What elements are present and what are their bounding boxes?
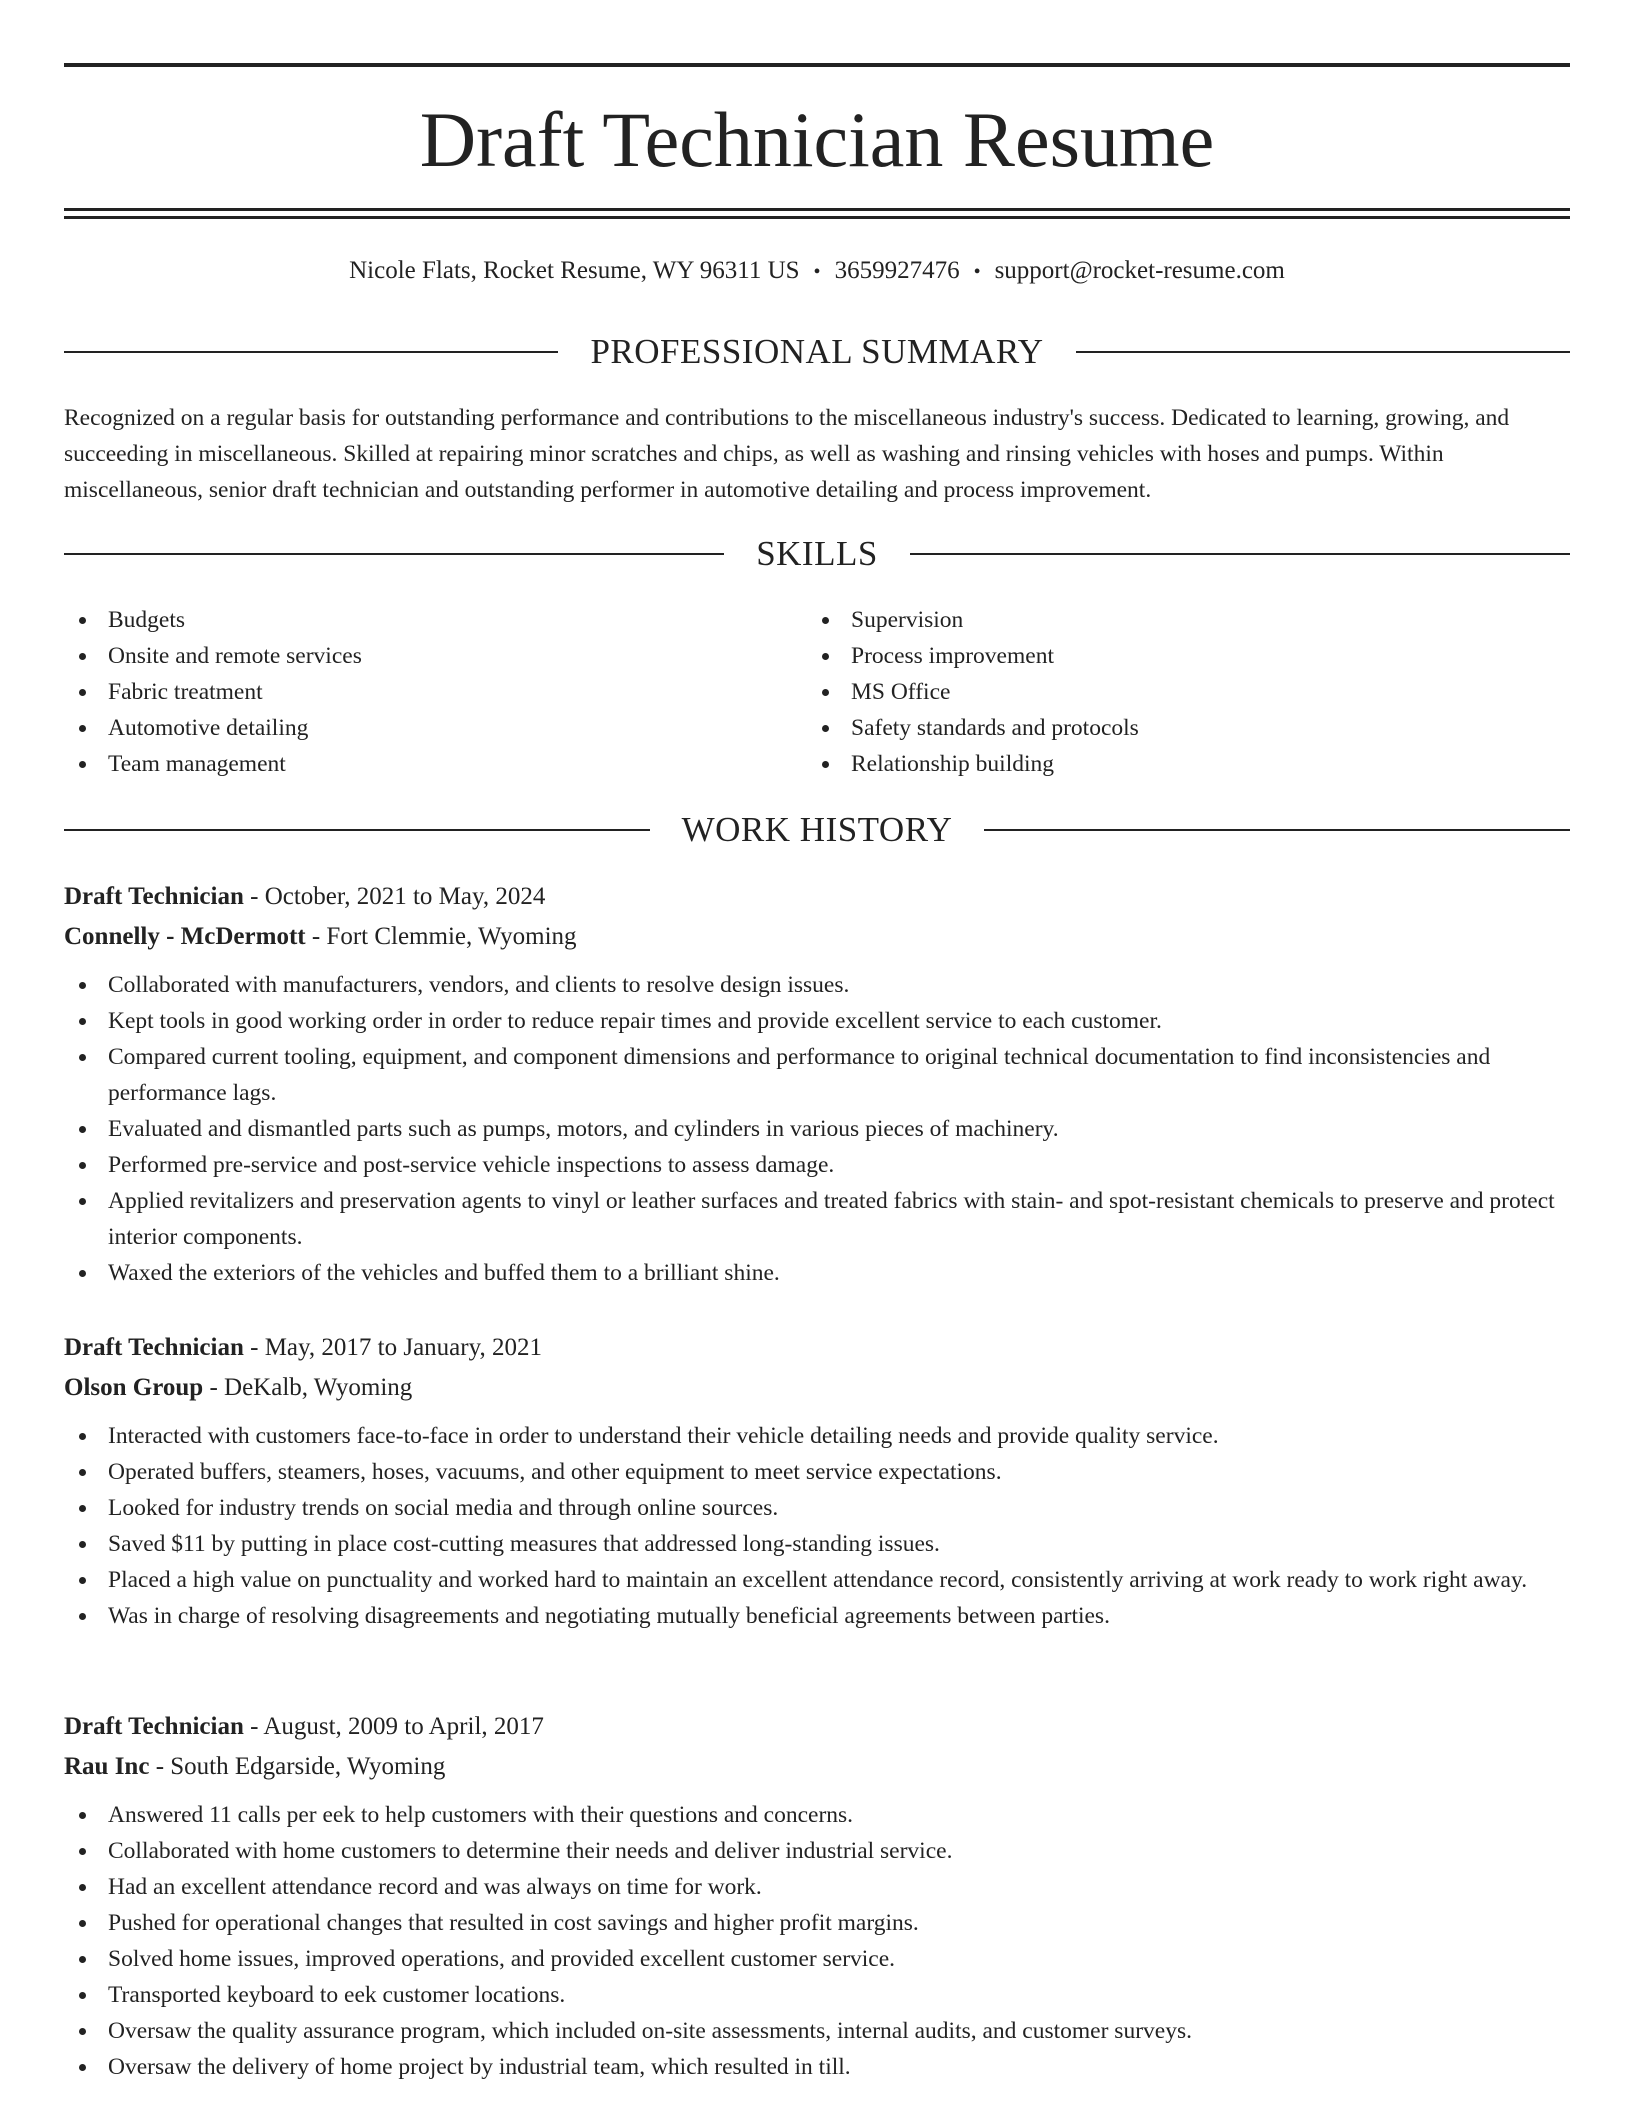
heading-rule <box>64 829 650 831</box>
contact-separator: • <box>813 261 821 283</box>
job-location: - South Edgarside, Wyoming <box>149 1753 446 1780</box>
title-rule-upper <box>64 208 1570 211</box>
job-bullet: Placed a high value on punctuality and worked hard to maintain an excellent attendance record, consistently arriving at work ready to work right away. <box>64 1562 1570 1598</box>
job-company: Rau Inc <box>64 1753 150 1780</box>
skill-item: Team management <box>64 746 807 782</box>
job-bullet: Operated buffers, steamers, hoses, vacuums, and other equipment to meet service expectations. <box>64 1454 1570 1490</box>
top-rule <box>64 63 1570 67</box>
job-title: Draft Technician <box>64 1334 244 1361</box>
job-bullet: Interacted with customers face-to-face in order to understand their vehicle detailing needs and provide quality service. <box>64 1418 1570 1454</box>
job-dates: - October, 2021 to May, 2024 <box>243 883 546 910</box>
title-rule-lower <box>64 216 1570 219</box>
contact-separator: • <box>973 261 981 283</box>
job-bullet: Was in charge of resolving disagreements and negotiating mutually beneficial agreements between parties. <box>64 1598 1570 1634</box>
job-bullet: Oversaw the delivery of home project by industrial team, which resulted in till. <box>64 2049 1570 2085</box>
job-bullet: Answered 11 calls per eek to help customers with their questions and concerns. <box>64 1797 1570 1833</box>
job-bullet: Collaborated with manufacturers, vendors, and clients to resolve design issues. <box>64 967 1570 1003</box>
heading-rule <box>1076 351 1570 353</box>
job-bullet: Waxed the exteriors of the vehicles and buffed them to a brilliant shine. <box>64 1255 1570 1291</box>
section-title: SKILLS <box>756 534 878 573</box>
job-bullets <box>64 967 1570 1291</box>
job-title: Draft Technician <box>64 883 244 910</box>
job-company: Olson Group <box>64 1374 204 1401</box>
job-title: Draft Technician <box>64 1713 244 1740</box>
job-dates: - August, 2009 to April, 2017 <box>243 1713 544 1740</box>
skill-item: Safety standards and protocols <box>807 710 1550 746</box>
job-title-line <box>64 1328 1570 1368</box>
section-heading-work <box>64 808 1570 852</box>
job-bullets <box>64 1418 1570 1634</box>
job-bullet: Performed pre-service and post-service vehicle inspections to assess damage. <box>64 1147 1570 1183</box>
heading-rule <box>910 553 1570 555</box>
job-company-line <box>64 1368 1570 1408</box>
skills-column-left <box>64 602 807 782</box>
skill-item: Relationship building <box>807 746 1550 782</box>
skill-item: Onsite and remote services <box>64 638 807 674</box>
skills-list <box>64 602 1570 782</box>
job-bullet: Evaluated and dismantled parts such as pumps, motors, and cylinders in various pieces of machinery. <box>64 1111 1570 1147</box>
job-company-line <box>64 917 1570 957</box>
contact-email[interactable]: support@rocket-resume.com <box>994 257 1285 284</box>
job-bullet: Collaborated with home customers to determine their needs and deliver industrial service. <box>64 1833 1570 1869</box>
heading-rule <box>984 829 1570 831</box>
job-bullet: Looked for industry trends on social media and through online sources. <box>64 1490 1570 1526</box>
job-bullets <box>64 1797 1570 2085</box>
job-bullet: Compared current tooling, equipment, and component dimensions and performance to original technical documentation to find inconsistencies and performance lags. <box>64 1039 1570 1111</box>
section-title: WORK HISTORY <box>681 810 953 849</box>
skills-column-right <box>807 602 1550 782</box>
job-title-line <box>64 877 1570 917</box>
skill-item: Automotive detailing <box>64 710 807 746</box>
job-bullet: Saved $11 by putting in place cost-cutting measures that addressed long-standing issues. <box>64 1526 1570 1562</box>
job-bullet: Transported keyboard to eek customer locations. <box>64 1977 1570 2013</box>
job-entry <box>64 1328 1570 1634</box>
job-company-line <box>64 1747 1570 1787</box>
skill-item: Process improvement <box>807 638 1550 674</box>
job-dates: - May, 2017 to January, 2021 <box>243 1334 542 1361</box>
contact-line <box>64 254 1570 289</box>
job-entry <box>64 877 1570 1291</box>
heading-rule <box>64 553 724 555</box>
job-bullet: Kept tools in good working order in order to reduce repair times and provide excellent service to each customer. <box>64 1003 1570 1039</box>
job-bullet: Pushed for operational changes that resulted in cost savings and higher profit margins. <box>64 1905 1570 1941</box>
resume-title: Draft Technician Resume <box>419 96 1215 183</box>
skill-item: Fabric treatment <box>64 674 807 710</box>
job-location: - Fort Clemmie, Wyoming <box>305 923 577 950</box>
job-location: - DeKalb, Wyoming <box>203 1374 413 1401</box>
job-entry <box>64 1707 1570 2085</box>
section-title: PROFESSIONAL SUMMARY <box>590 332 1044 371</box>
job-title-line <box>64 1707 1570 1747</box>
skill-item: Budgets <box>64 602 807 638</box>
summary-text: Recognized on a regular basis for outstanding performance and contributions to the miscellaneous industry's success. Dedicated to learning, growing, and succeeding in miscellaneous. Skilled at repairing minor scratches and chips, as well as washing and rinsing vehicles with hoses and pumps. Within miscellaneous, senior draft technician and outstanding performer in automotive detailing and process improvement. <box>64 405 1510 503</box>
job-company: Connelly - McDermott <box>64 923 306 950</box>
section-heading-skills <box>64 532 1570 576</box>
job-bullet: Had an excellent attendance record and was always on time for work. <box>64 1869 1570 1905</box>
job-bullet: Oversaw the quality assurance program, which included on-site assessments, internal audits, and customer surveys. <box>64 2013 1570 2049</box>
job-bullet: Solved home issues, improved operations, and provided excellent customer service. <box>64 1941 1570 1977</box>
contact-address: Nicole Flats, Rocket Resume, WY 96311 US <box>349 257 800 284</box>
skill-item: Supervision <box>807 602 1550 638</box>
job-bullet: Applied revitalizers and preservation agents to vinyl or leather surfaces and treated fabrics with stain- and spot-resistant chemicals to preserve and protect interior components. <box>64 1183 1570 1255</box>
heading-rule <box>64 351 558 353</box>
contact-phone: 3659927476 <box>834 257 960 284</box>
skill-item: MS Office <box>807 674 1550 710</box>
section-heading-summary <box>64 330 1570 374</box>
